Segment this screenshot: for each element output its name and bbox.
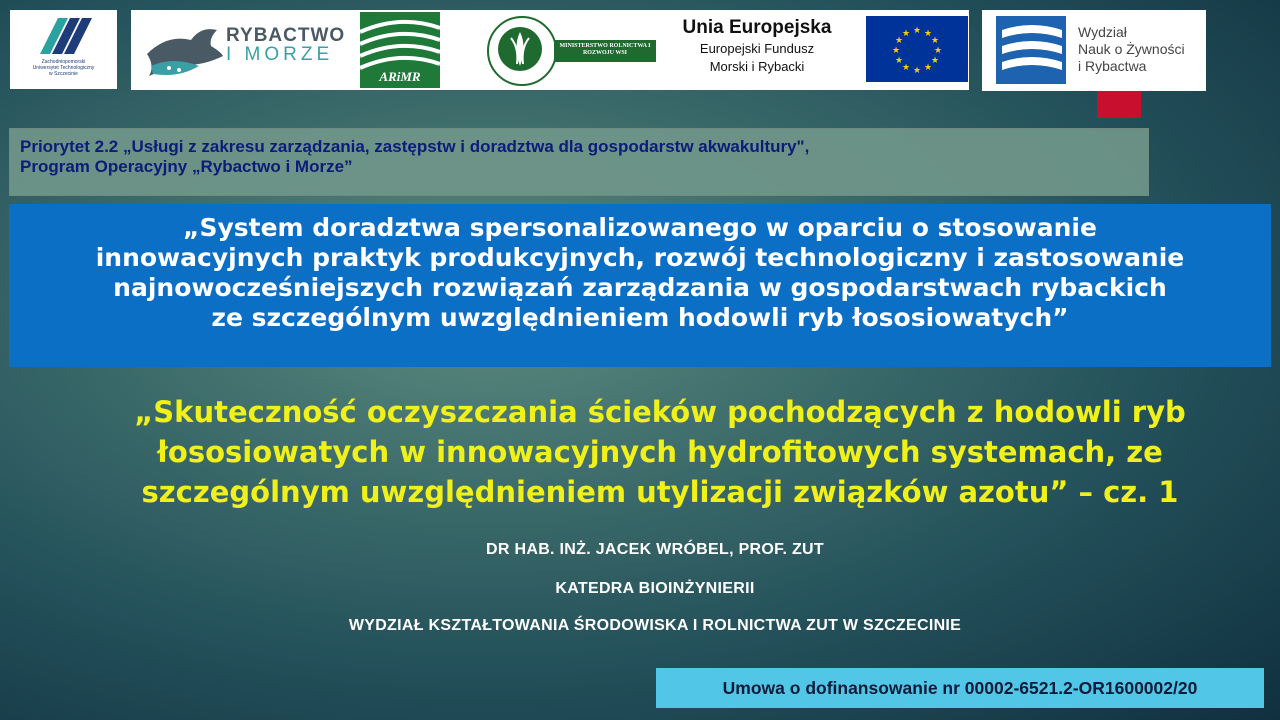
- eu-fund-text: [662, 16, 852, 76]
- author-name: DR HAB. INŻ. JACEK WRÓBEL, PROF. ZUT: [486, 541, 824, 558]
- svg-text:★: ★: [930, 36, 940, 46]
- lecture-title-line: „Skuteczność oczyszczania ścieków pochodzących z hodowli ryb: [134, 395, 1186, 429]
- project-title-line: innowacyjnych praktyk produkcyjnych, rozwój technologiczny i zastosowanie: [95, 243, 1185, 272]
- zut-caption-line: Uniwersytet Technologiczny: [32, 65, 95, 71]
- arimr-fields-icon: [360, 12, 440, 70]
- i-morze-text: I MORZE: [226, 44, 334, 65]
- ministry-seal: [487, 16, 557, 86]
- arimr-label: ARiMR: [379, 69, 421, 84]
- svg-text:★: ★: [923, 29, 933, 39]
- priority-line-1: Priorytet 2.2 „Usługi z zakresu zarządzania, zastępstw i doradztwa dla gospodarstw akwakultury",: [20, 137, 810, 156]
- project-title-box: [9, 204, 1271, 367]
- svg-text:★: ★: [901, 63, 911, 73]
- eu-stars-icon: [866, 16, 968, 82]
- svg-text:★: ★: [901, 29, 911, 39]
- author-department: KATEDRA BIOINŻYNIERII: [555, 580, 755, 597]
- decorative-red-stripe: [1097, 91, 1141, 118]
- contract-number-box: Umowa o dofinansowanie nr 00002-6521.2-OR1600002/20: [656, 668, 1264, 708]
- author-faculty: WYDZIAŁ KSZTAŁTOWANIA ŚRODOWISKA I ROLNICTWA ZUT W SZCZECINIE: [348, 617, 962, 634]
- eu-subtitle-1: Europejski Fundusz: [699, 41, 815, 56]
- zut-caption-line: w Szczecinie: [49, 71, 78, 77]
- lecture-title-line: szczególnym uwzględnieniem utylizacji związków azotu” – cz. 1: [141, 475, 1179, 509]
- lecture-title: [40, 392, 1280, 512]
- eu-subtitle-2: Morski i Rybacki: [709, 59, 805, 74]
- wnz-wave-icon: [996, 16, 1076, 86]
- svg-text:★: ★: [930, 56, 940, 66]
- wnz-line: i Rybactwa: [1078, 58, 1147, 74]
- priority-box: [9, 128, 1149, 196]
- priority-line-2: Program Operacyjny „Rybactwo i Morze”: [20, 157, 353, 176]
- lecture-title-line: łososiowatych w innowacyjnych hydrofitowych systemach, ze: [157, 435, 1163, 469]
- eu-flag-icon: [866, 16, 968, 82]
- rybactwo-text: RYBACTWO: [226, 25, 346, 46]
- svg-text:★: ★: [894, 36, 904, 46]
- wnz-line: Wydział: [1078, 24, 1127, 40]
- svg-text:★: ★: [891, 46, 901, 56]
- svg-text:★: ★: [912, 66, 922, 76]
- svg-text:★: ★: [912, 26, 922, 36]
- zut-caption-line: Zachodniopomorski: [41, 59, 86, 65]
- fish-bird-icon: [139, 16, 229, 86]
- wnz-text: [1078, 24, 1185, 75]
- wnz-logo: [982, 10, 1206, 91]
- project-title-line: ze szczególnym uwzględnieniem hodowli ryb łososiowatych”: [211, 303, 1069, 332]
- wheat-icon: [487, 16, 553, 82]
- zut-logo: [10, 10, 117, 89]
- project-title-line: „System doradztwa spersonalizowanego w oparciu o stosowanie: [183, 213, 1097, 242]
- partner-logos-strip: [131, 10, 969, 90]
- eu-title: Unia Europejska: [682, 17, 832, 38]
- svg-text:★: ★: [894, 56, 904, 66]
- arimr-logo: [360, 12, 440, 88]
- wnz-line: Nauk o Żywności: [1078, 41, 1185, 57]
- svg-text:★: ★: [923, 63, 933, 73]
- svg-text:★: ★: [933, 46, 943, 56]
- rybactwo-i-morze-logo-text: [226, 26, 345, 64]
- zut-emblem-icon: [10, 10, 117, 58]
- ministry-label: MINISTERSTWO ROLNICTWA I ROZWOJU WSI: [554, 40, 656, 62]
- zut-caption: [10, 59, 117, 77]
- project-title-line: najnowocześniejszych rozwiązań zarządzania w gospodarstwach rybackich: [113, 273, 1167, 302]
